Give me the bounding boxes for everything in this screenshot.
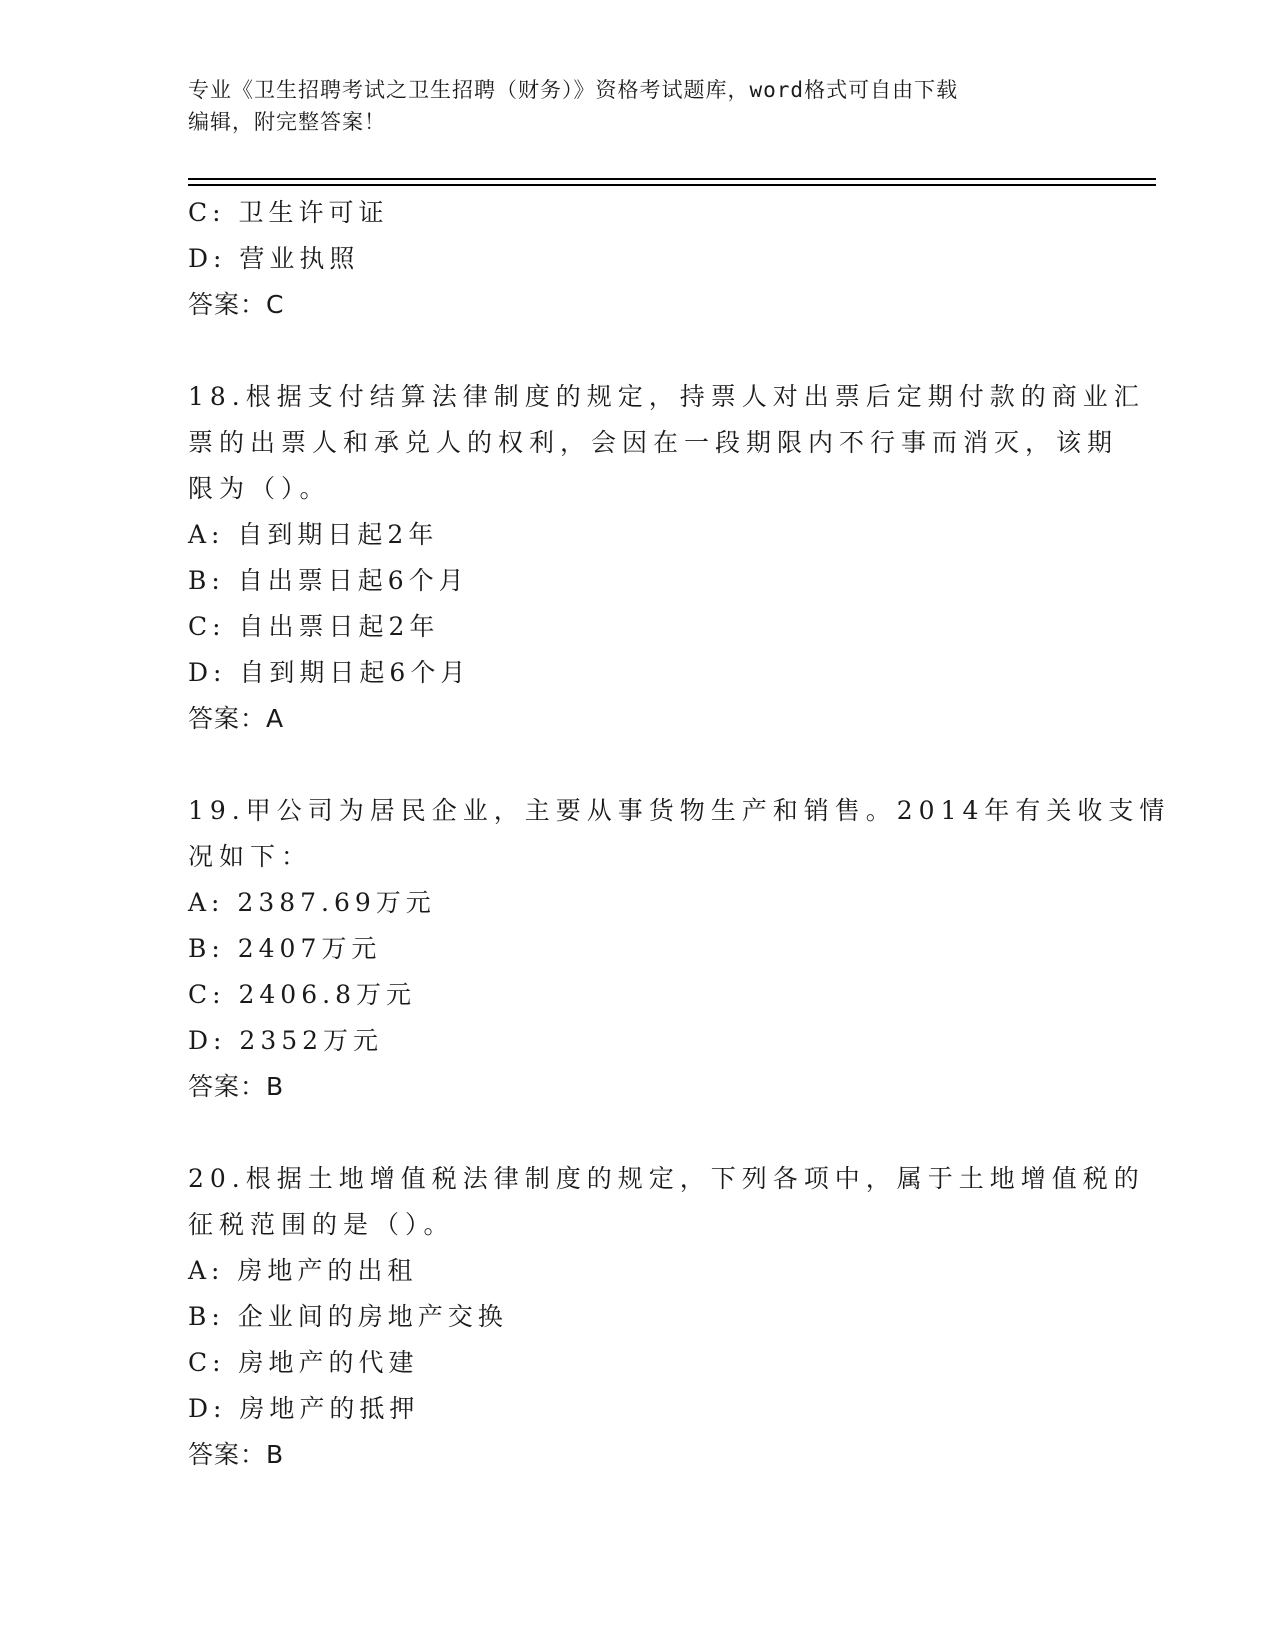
option-a: A: 房地产的出租 (188, 1256, 418, 1285)
document-body (188, 190, 1171, 1478)
option-c: C: 房地产的代建 (188, 1348, 419, 1377)
spacer (188, 1110, 1088, 1156)
option-c: C: 自出票日起2年 (188, 612, 440, 641)
option-b: B: 自出票日起6个月 (188, 566, 469, 595)
option-d: D: 营业执照 (188, 244, 360, 273)
option-d: D: 房地产的抵押 (188, 1394, 420, 1423)
answer-line: 答案：B (188, 1072, 285, 1101)
spacer (188, 328, 1088, 374)
question-20 (188, 1156, 1145, 1478)
option-a: A: 自到期日起2年 (188, 520, 439, 549)
option-d: D: 自到期日起6个月 (188, 658, 471, 687)
option-b: B: 企业间的房地产交换 (188, 1302, 508, 1331)
header-rule-bottom (188, 184, 1156, 186)
question-19 (188, 788, 1171, 1110)
question-text-line: 征税范围的是（）。 (188, 1210, 455, 1239)
option-b: B: 2407万元 (188, 934, 382, 963)
header-rule-top (188, 178, 1156, 180)
answer-line: 答案：B (188, 1440, 285, 1469)
question-text-line: 18.根据支付结算法律制度的规定，持票人对出票后定期付款的商业汇 (188, 382, 1145, 411)
question-text-line: 票的出票人和承兑人的权利，会因在一段期限内不行事而消灭，该期 (188, 428, 1119, 457)
question-text-line: 20.根据土地增值税法律制度的规定，下列各项中，属于土地增值税的 (188, 1164, 1145, 1193)
question-text-line: 19.甲公司为居民企业，主要从事货物生产和销售。2014年有关收支情 (188, 796, 1171, 825)
document-header (188, 74, 1088, 138)
question-text-line: 限为（）。 (188, 474, 331, 503)
answer-line: 答案：A (188, 704, 285, 733)
spacer (188, 742, 1088, 788)
question-17-tail (188, 190, 1088, 328)
header-line-2: 编辑，附完整答案！ (188, 110, 386, 134)
header-line-1: 专业《卫生招聘考试之卫生招聘（财务）》资格考试题库，word格式可自由下载 (188, 78, 959, 102)
question-18 (188, 374, 1145, 742)
option-a: A: 2387.69万元 (188, 888, 436, 917)
option-c: C: 2406.8万元 (188, 980, 416, 1009)
answer-line: 答案：C (188, 290, 285, 319)
option-d: D: 2352万元 (188, 1026, 384, 1055)
option-c: C: 卫生许可证 (188, 198, 389, 227)
question-text-line: 况如下： (188, 842, 313, 871)
